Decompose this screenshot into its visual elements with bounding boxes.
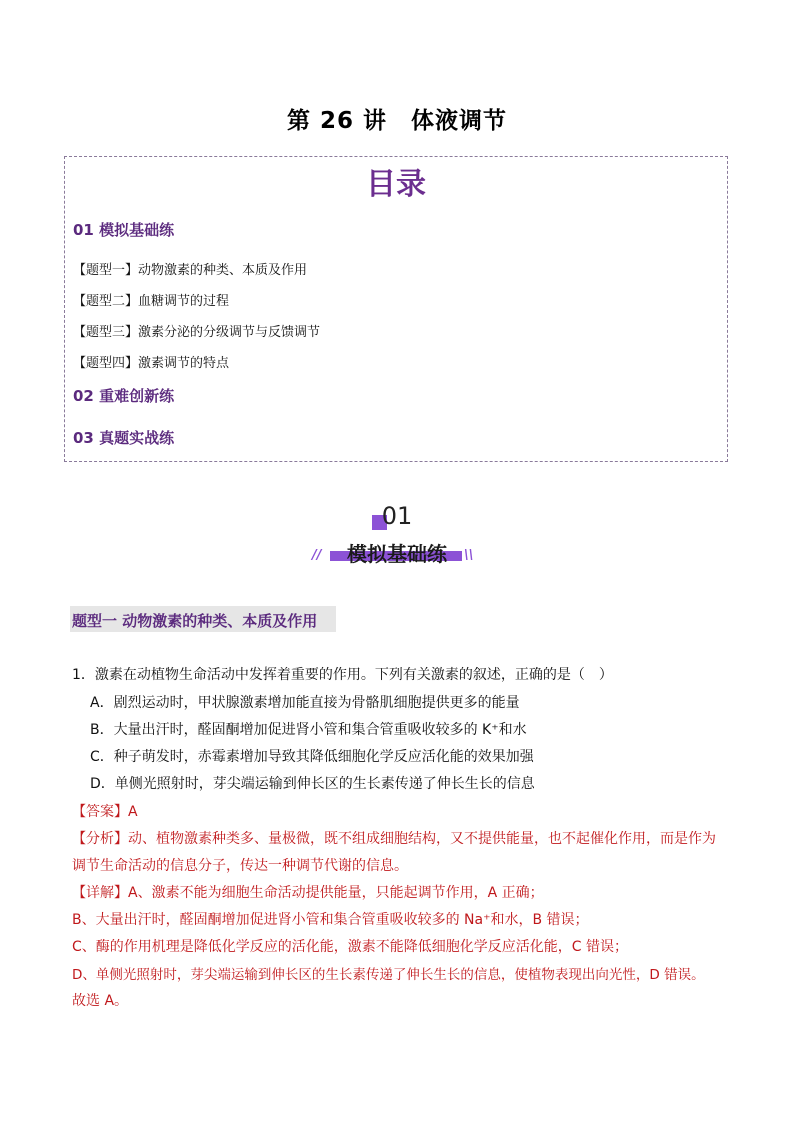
page-title: 第 26 讲 体液调节 (286, 108, 508, 134)
toc-item-type-2[interactable]: 【题型二】血糖调节的过程 (73, 294, 230, 309)
detail-text-4: D、单侧光照射时，芽尖端运输到伸长区的生长素传递了伸长生长的信息，使植物表现出向光性，D 错误。 (72, 967, 705, 983)
section-number: 01 (381, 502, 413, 530)
toc-item-03[interactable]: 03 真题实战练 (73, 429, 175, 447)
section-title: 模拟基础练 (347, 542, 447, 566)
table-of-contents (64, 156, 728, 462)
answer-value: A (128, 804, 138, 820)
answer-label: 【答案】 (72, 804, 128, 820)
toc-item-type-4[interactable]: 【题型四】激素调节的特点 (73, 356, 230, 371)
option-a: A．剧烈运动时，甲状腺激素增加能直接为骨骼肌细胞提供更多的能量 (90, 695, 520, 711)
answer-line (72, 801, 138, 821)
toc-item-02[interactable]: 02 重难创新练 (73, 387, 175, 405)
analysis-text-1: 动、植物激素种类多、量极微，既不组成细胞结构，又不提供能量，也不起催化作用，而是作为 (128, 831, 716, 847)
detail-label: 【详解】 (72, 885, 128, 901)
toc-item-01[interactable]: 01 模拟基础练 (73, 221, 175, 239)
detail-text-1: A、激素不能为细胞生命活动提供能量，只能起调节作用，A 正确； (128, 885, 544, 901)
toc-item-type-3[interactable]: 【题型三】激素分泌的分级调节与反馈调节 (73, 325, 321, 340)
section-right-decoration: \\ (464, 548, 474, 563)
detail-text-3: C、酶的作用机理是降低化学反应的活化能，激素不能降低细胞化学反应活化能，C 错误； (72, 939, 628, 955)
option-d: D．单侧光照射时，芽尖端运输到伸长区的生长素传递了伸长生长的信息 (90, 776, 535, 792)
conclusion: 故选 A。 (72, 993, 129, 1009)
section-left-decoration: // (312, 548, 322, 563)
analysis-line-1 (72, 828, 716, 848)
option-c: C．种子萌发时，赤霉素增加导致其降低细胞化学反应活化能的效果加强 (90, 749, 534, 765)
analysis-label: 【分析】 (72, 831, 128, 847)
option-b: B．大量出汗时，醛固酮增加促进肾小管和集合管重吸收较多的 K⁺和水 (90, 722, 527, 738)
question-stem: 1．激素在动植物生命活动中发挥着重要的作用。下列有关激素的叙述，正确的是（ ） (72, 667, 613, 683)
type-heading: 题型一 动物激素的种类、本质及作用 (72, 612, 318, 630)
detail-line-1 (72, 882, 544, 902)
analysis-text-2: 调节生命活动的信息分子，传达一种调节代谢的信息。 (72, 858, 408, 874)
toc-item-type-1[interactable]: 【题型一】动物激素的种类、本质及作用 (73, 263, 308, 278)
detail-text-2: B、大量出汗时，醛固酮增加促进肾小管和集合管重吸收较多的 Na⁺和水，B 错误； (72, 912, 589, 928)
toc-heading: 目录 (366, 167, 426, 202)
